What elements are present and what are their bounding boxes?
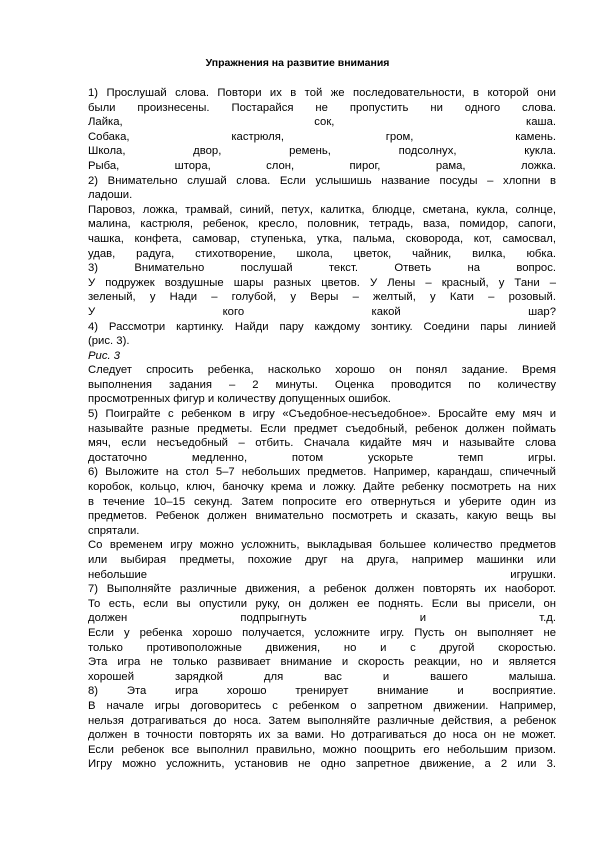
document-title: Упражнения на развитие внимания [205,57,390,69]
text-line: 6) Выложите на стол 5–7 небольших предметов. Например, карандаш, спичечный [88,466,556,479]
text-line: 1) Прослушай слова. Повтори их в той же последовательности, в которой они [88,87,556,99]
text-line: мяч, если несъедобный – отбить. Сначала кидайте мяч и называйте слова [88,437,556,450]
document-body [88,86,556,772]
text-line: выполнения задания – 2 минуты. Оценка проводится по количеству [88,378,556,391]
text-line: в течение 10–15 секунд. Затем попросите его отвернуться и уберите один из [88,495,556,508]
text-line: только противоположные движения, но и с другой скоростью. [88,641,556,654]
text-line: просмотренных фигур и количеству допущенных ошибок. [88,393,391,406]
text-line: нельзя дотрагиваться до носа. Затем выполняйте различные действия, а ребенок [88,714,556,727]
text-line: (рис. 3). [88,335,130,348]
text-line: Собака, кастрюля, гром, камень. [88,130,556,143]
text-line: малина, кастрюля, ребенок, кресло, половник, тетрадь, ваза, помидор, сапоги, [88,218,556,231]
text-line: Рыба, штора, слон, пирог, рама, ложка. [88,159,556,172]
text-line: чашка, конфета, самовар, ступенька, утка, пальма, сковорода, кот, самосвал, [88,232,556,245]
text-line: предметов. Ребенок должен внимательно посмотреть и сказать, какую вещь вы [88,510,556,523]
text-line: или выбирая предметы, похожие друг на друга, например машинки или [88,554,556,566]
text-line: спрятали. [88,524,140,537]
text-line: должен подпрыгнуть и т.д. [88,612,556,625]
text-line: У кого какой шар? [88,305,556,318]
text-line: Если у ребенка хорошо получается, усложните игру. Пусть он выполняет не [88,626,556,639]
text-line: Школа, двор, ремень, подсолнух, кукла. [88,145,556,158]
text-line: 8) Эта игра хорошо тренирует внимание и восприятие. [88,685,556,698]
text-line: 3) Внимательно послушай текст. Ответь на вопрос. [88,262,556,275]
text-line: В начале игры договоритесь с ребенком о запретном движении. Например, [88,699,556,712]
text-line: Паровоз, ложка, трамвай, синий, петух, калитка, блюдце, сметана, кукла, солнце, [88,203,556,216]
text-line: 2) Внимательно слушай слова. Если услышишь название посуды – хлопни в [88,174,556,187]
text-line: небольшие игрушки. [88,568,556,581]
text-line: удав, радуга, стихотворение, школа, цветок, чайник, вилка, юбка. [88,247,556,260]
text-line: хорошей зарядкой для вас и вашего малыша. [88,670,556,683]
text-line: 7) Выполняйте различные движения, а ребенок должен повторять их наоборот. [88,583,556,596]
text-line: 4) Рассмотри картинку. Найди пару каждому зонтику. Соедини пары линией [88,320,556,333]
text-line: называйте разные предметы. Если предмет съедобный, ребенок должен поймать [88,422,556,435]
figure-caption: Рис. 3 [88,349,121,362]
text-line: достаточно медленно, потом ускорьте темп игры. [88,451,556,464]
text-line: Если ребенок все выполнил правильно, можно поощрить его небольшим призом. [88,743,556,756]
text-line: Со временем игру можно усложнить, выкладывая большее количество предметов [88,539,556,552]
text-line: 5) Поиграйте с ребенком в игру «Съедобное-несъедобное». Бросайте ему мяч и [88,408,556,421]
text-line: коробок, кольцо, ключ, баночку крема и ложку. Дайте ребенку посмотреть на них [88,481,556,494]
text-line: Игру можно усложнить, установив не одно запретное движение, а 2 или 3. [88,758,556,771]
text-line: зеленый, у Нади – голубой, у Веры – желтый, у Кати – розовый. [88,291,556,304]
text-line: Лайка, сок, каша. [88,116,556,129]
text-line: были произнесены. Постарайся не пропустить ни одного слова. [88,101,556,114]
text-line: У подружек воздушные шары разных цветов. У Лены – красный, у Тани – [88,276,556,289]
text-line: должен в точности повторять их за вами. Но дотрагиваться до носа он не может. [88,729,556,742]
text-line: Эта игра не только развивает внимание и скорость реакции, но и является [88,656,556,669]
text-line: ладоши. [88,189,133,202]
text-line: Следует спросить ребенка, насколько хорошо он понял задание. Время [88,364,556,377]
text-line: То есть, если вы опустили руку, он должен ее поднять. Если вы присели, он [88,597,556,610]
